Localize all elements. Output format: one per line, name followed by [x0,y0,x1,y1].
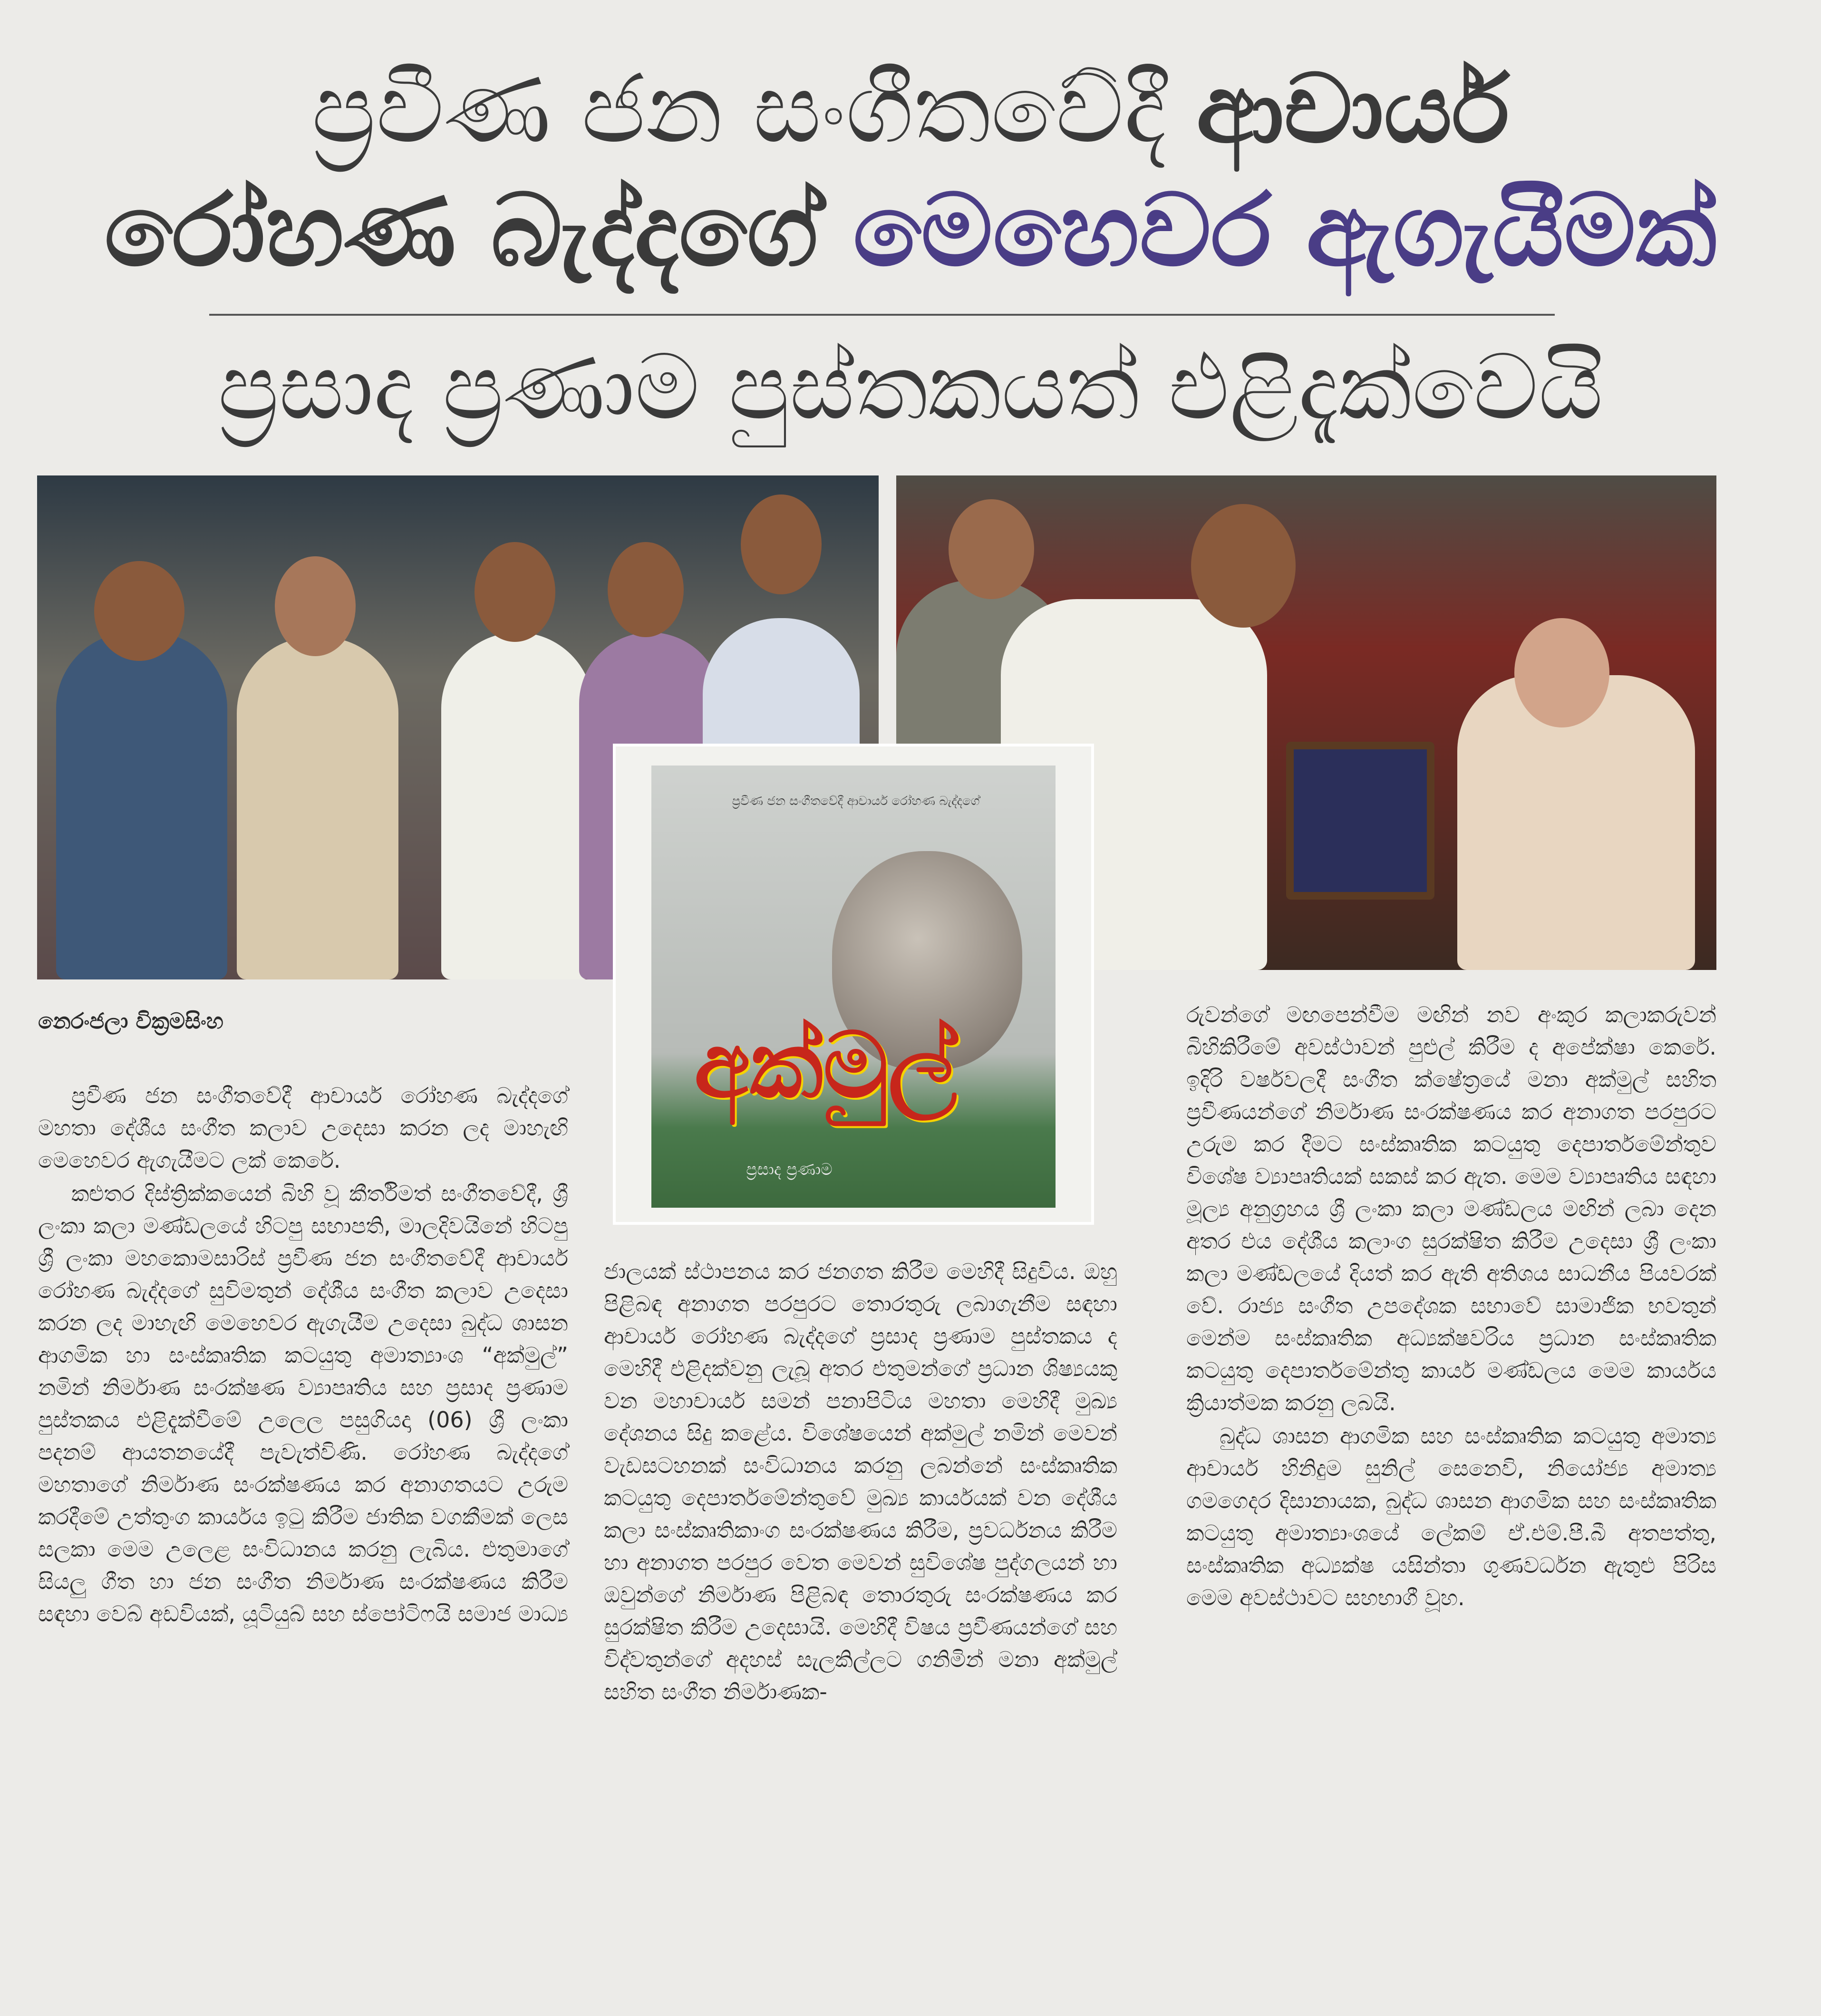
article-paragraph: ජාලයක් ස්ථාපනය කර ජනගත කිරීම මෙහිදී සිදුවිය. ඔහු පිළිබඳ අනාගත පරපුරට තොරතුරු ලබාගැනීම සඳහා ආචාර්ය රෝහණ බැද්දගේ ප්‍රසාද ප්‍රණාම පුස්තකය ද මෙහිදී එළිදක්වනු ලැබූ අතර එතුමන්ගේ ප්‍රධාන ශිෂ්‍යයකු වන මහාචාර්ය සමන් පනාපිටිය මහතා මෙහිදී මුඛ්‍ය දේශනය සිදු කළේය. විශේෂයෙන් අක්මුල් නමින් මෙවන් වැඩසටහනක් සංවිධානය කරනු ලබන්නේ සංස්කෘතික කටයුතු දෙපාර්තමේන්තුවේ මුඛ්‍ය කාර්යයක් වන දේශීය කලා සංස්කෘතිකාංග සංරක්ෂණය කිරීම, ප්‍රවර්ධනය කිරීම හා අනාගත පරපුර වෙත මෙවන් සුවිශේෂ පුද්ගලයන් හා ඔවුන්ගේ නිර්මාණ පිළිබඳ තොරතුරු සංරක්ෂණය කර සුරක්ෂිත කිරීම උදෙසායි. මෙහිදී විෂය ප්‍රවීණයන්ගේ සහ විද්වතුන්ගේ අදහස් සැලකිල්ලට ගනිමින් මනා අක්මුල් සහිත සංගීත නිර්මාණක- [604,1259,1117,1705]
article-column-2 [604,1255,1117,1708]
headline-bold-part: ආචාර්ය [1196,54,1510,165]
headline-line-1 [0,54,1821,165]
book-cover-art [651,766,1056,1208]
byline: නෙරංජලා වික්‍රමසිංහ [38,1008,223,1034]
book-subtitle: ප්‍රසාද ප්‍රණාම [746,1160,833,1179]
framed-portrait-gift [1286,742,1434,900]
man-white-shirt-figure [441,632,593,979]
woman-in-saree-figure [56,632,227,979]
headline-line-2 [0,172,1821,289]
book-title: අක්මුල් [694,1013,957,1118]
article-column-1 [38,1079,568,1630]
book-cover-image [616,746,1091,1222]
article-paragraph: ප්‍රවීණ ජන සංගීතවේදී ආචාර්ය රෝහණ බැද්දගේ මහතා දේශීය සංගීත කලාව උදෙසා කරන ලද මාහැඟි මෙහෙවර ඇගැයීමට ලක් කෙරේ. [38,1083,568,1173]
subheadline: ප්‍රසාද ප්‍රණාම පුස්තකයත් එළිදැක්වෙයි [218,335,1603,440]
article-paragraph: කළුතර දිස්ත්‍රික්කයෙන් බිහි වූ කීර්තිමත් සංගීතවේදී, ශ්‍රී ලංකා කලා මණ්ඩලයේ හිටපු සභාපති, මාලදිවයිනේ හිටපු ශ්‍රී ලංකා මහකොමසාරිස් ප්‍රවීණ ජන සංගීතවේදී ආචාර්ය රෝහණ බැද්දගේ සුවිමතුන් දේශීය සංගීත කලාව උදෙසා කරන ලද මාහැඟි මෙහෙවර ඇගැයීම උදෙසා බුද්ධ ශාසන ආගමික හා සංස්කෘතික කටයුතු අමාත්‍යාංශ “අක්මුල්” නමින් නිර්මාණ සංරක්ෂණ ව්‍යාපෘතිය සහ ප්‍රසාද ප්‍රණාම පුස්තකය එළිදැක්වීමේ උලෙල පසුගියදා (06) ශ්‍රී ලංකා පදනම් ආයතනයේදී පැවැත්විණි. රෝහණ බැද්දගේ මහතාගේ නිර්මාණ සංරක්ෂණය කර අනාගතයට උරුම කරදීමේ උත්තුංග කාර්යය ඉටු කිරීම ජාතික වගකීමක් ලෙස සලකා මෙම උලෙළ සංවිධානය කරනු ලැබිය. එතුමාගේ සියලු ගීත හා ජන සංගීත නිර්මාණ සංරක්ෂණය කිරීම සඳහා වෙබ් අඩවියක්, යූටියුබ් සහ ස්පෝටිෆයි සමාජ මාධ්‍ය [38,1181,568,1627]
headline-regular-part: ප්‍රවීණ ජන සංගීතවේදී [311,54,1166,165]
face-shape [475,542,555,642]
headline-accent-part: මෙහෙවර ඇගැයීමක් [852,172,1717,289]
headline-divider [209,314,1555,316]
headline-name-part: රෝහණ බැද්දගේ [104,172,818,289]
face-shape [1191,504,1296,628]
face-shape [741,494,822,594]
book-cover-topline: ප්‍රවීණ ජන සංගීතවේදී ආචාර්ය රෝහණ බැද්දගේ [732,794,980,808]
face-shape [275,556,356,656]
face-shape [608,542,684,637]
article-paragraph: රුවන්ගේ මඟපෙන්වීම මඟින් නව අංකුර කලාකරුවන් බිහිකිරීමේ අවස්ථාවන් පුළුල් කිරීම ද අපේක්ෂා කෙරේ. ඉදිරි වර්ෂවලදී සංගීත ක්ෂේත්‍රයේ මනා අක්මුල් සහිත ප්‍රවීණයන්ගේ නිර්මාණ සංරක්ෂණය කර අනාගත පරපුරට උරුම කර දීමට සංස්කෘතික කටයුතු දෙපාර්තමේන්තුව විශේෂ ව්‍යාපෘතියක් සකස් කර ඇත. මෙම ව්‍යාපෘතිය සඳහා මූල්‍ය අනුග්‍රහය ශ්‍රී ලංකා කලා මණ්ඩලය මඟින් ලබා දෙන අතර එය දේශීය කලාංග සුරක්ෂිත කිරීම උදෙසා ශ්‍රී ලංකා කලා මණ්ඩලයේ දියත් කර ඇති අතිශය සාධනීය පියවරක් වේ. රාජ්‍ය සංගීත උපදේශක සභාවේ සාමාජික භවතුන් මෙන්ම සංස්කෘතික අධ්‍යක්ෂවරිය ප්‍රධාන සංස්කෘතික කටයුතු දෙපාර්තමේන්තු කාර්ය මණ්ඩලය මෙම කාර්යය ක්‍රියාත්මක කරනු ලබයි. [1186,1002,1716,1415]
article-paragraph: බුද්ධ ශාසන ආගමික සහ සංස්කෘතික කටයුතු අමාත්‍ය ආචාර්ය හිනිදුම සුනිල් සෙනෙවි, නියෝජ්‍ය අමාත්‍ය ගමගෙදර දිසානායක, බුද්ධ ශාසන ආගමික සහ සංස්කෘතික කටයුතු අමාත්‍යාංශයේ ලේකම් ඒ.එම්.පී.බී අතපත්තු, සංස්කෘතික අධ්‍යක්ෂ යසින්තා ගුණවර්ධන ඇතුළු පිරිස මෙම අවස්ථාවට සහභාගී වූහ. [1186,1423,1716,1610]
face-shape [94,561,184,661]
article-column-3 [1186,998,1716,1614]
face-shape [949,499,1034,599]
face-shape [1514,618,1609,727]
elder-man-figure [237,637,398,979]
